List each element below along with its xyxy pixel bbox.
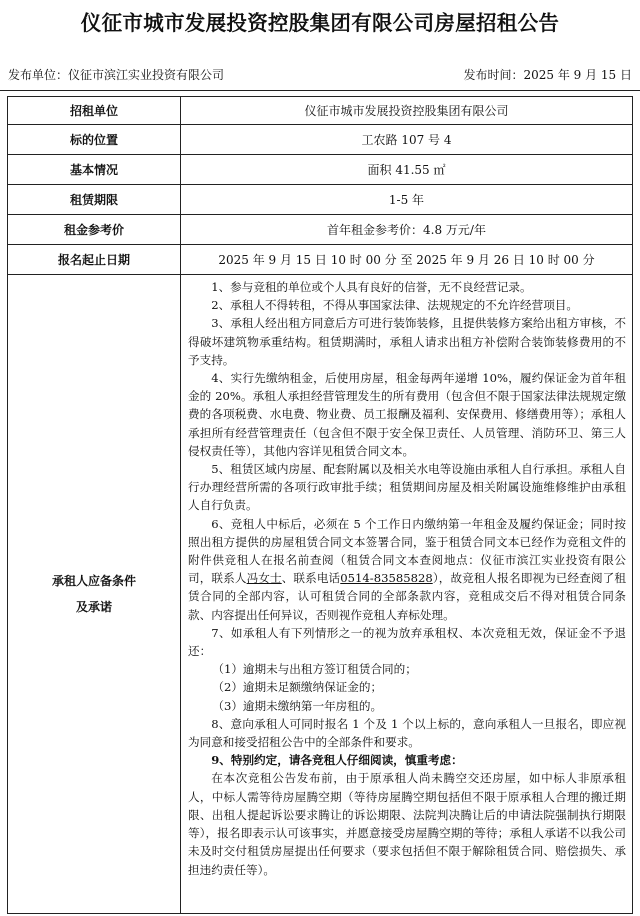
table-row [8, 245, 633, 275]
row-value: 仪征市城市发展投资控股集团有限公司 [181, 97, 633, 125]
row-label: 报名起止日期 [8, 245, 181, 275]
table-row [8, 215, 633, 245]
row-value: 工农路 107 号 4 [181, 125, 633, 155]
row-value: 1-5 年 [181, 185, 633, 215]
condition-3: 3、承租人经出租方同意后方可进行装饰装修，且提供装修方案给出租方审核，不得破坏建筑物承重结构。租赁期满时，承租人请求出租方补偿附合装饰装修费用的不予支持。 [188, 316, 626, 367]
conditions-label-line2: 及承诺 [75, 600, 112, 614]
page-title: 仪征市城市发展投资控股集团有限公司房屋招租公告 [80, 11, 560, 35]
table-row [8, 185, 633, 215]
row-label: 租赁期限 [8, 185, 181, 215]
header-divider [0, 90, 640, 91]
contact-name: 冯女士 [246, 571, 282, 586]
condition-4: 4、实行先缴纳租金，后使用房屋，租金每两年递增 10%，履约保证金为首年租金的 20%。承租人承担经营管理发生的所有费用（包含但不限于国家法律法规规定缴费的各项税费、水电费、物业费、员工报酬及福利、安保费用、修缮费用等）；承租人承担所有经营管理责任（包含但不限于安全保卫责任、人员管理、消防环卫、第三人侵权责任等），其他内容详见租赁合同文本。 [188, 371, 626, 458]
condition-6 [188, 515, 626, 624]
row-value: 面积 41.55 ㎡ [181, 155, 633, 185]
contact-phone: 0514-83585828 [340, 571, 433, 586]
condition-6-text-a: 6、竞租人中标后，必须在 5 个工作日内缴纳第一年租金及履约保证金；同时按照出租方提供的房屋租赁合同文本签署合同，鉴于租赁合同文本已经作为竞租文件的附件供竞租人在报名前查阅（租赁合同文本查阅地点：仪征市滨江实业投资有限公司，联系人 [188, 516, 626, 586]
table-row [8, 125, 633, 155]
conditions-label [8, 275, 181, 914]
rental-info-table [7, 96, 633, 914]
condition-6-text-mid: 、联系电话 [281, 571, 341, 586]
row-value: 首年租金参考价：4.8 万元/年 [181, 215, 633, 245]
condition-5: 5、租赁区域内房屋、配套附属以及相关水电等设施由承租人自行承担。承租人自行办理经营所需的各项行政审批手续；租赁期间房屋及相关附属设施维修维护由承租人自行负责。 [188, 462, 626, 513]
row-label: 标的位置 [8, 125, 181, 155]
conditions-content [181, 275, 633, 914]
conditions-label-line1: 承租人应备条件 [51, 574, 136, 588]
condition-9-heading: 9、特别约定，请各竞租人仔细阅读，慎重考虑： [211, 753, 463, 768]
row-label: 基本情况 [8, 155, 181, 185]
condition-7: 7、如承租人有下列情形之一的视为放弃承租权、本次竞租无效，保证金不予退还： [188, 625, 626, 659]
publisher: 发布单位：仪征市滨江实业投资有限公司 [8, 68, 225, 82]
publish-time: 发布时间：2025 年 9 月 15 日 [463, 68, 632, 82]
condition-6-text-b: ），故竞租人报名即视为已经查阅了租赁合同的全部内容，认可租赁合同的全部条款内容，竞租成交后不得对租赁合同条款、内容提出任何异议，否则视作竞租人弃标处理。 [188, 571, 626, 622]
table-row-conditions [8, 275, 633, 914]
row-label: 招租单位 [8, 97, 181, 125]
notice-meta [8, 66, 632, 83]
condition-7-item-3: （3）逾期未缴纳第一年房租的。 [212, 698, 383, 713]
row-label: 租金参考价 [8, 215, 181, 245]
condition-8: 8、意向承租人可同时报名 1 个及 1 个以上标的，意向承租人一旦报名，即应视为同意和接受招租公告中的全部条件和要求。 [188, 716, 626, 750]
condition-9-body: 在本次竞租公告发布前，由于原承租人尚未腾空交还房屋，如中标人非原承租人，中标人需等待房屋腾空期（等待房屋腾空期包括但不限于原承租人合理的搬迁期限、出租人提起诉讼要求腾让的诉讼期限、法院判决腾让后的申请法院强制执行期限等），报名即表示认可该事实，并愿意接受房屋腾空期的等待；承租人承诺不以我公司未及时交付租赁房屋提出任何要求（要求包括但不限于解除租赁合同、赔偿损失、承担违约责任等）。 [188, 771, 626, 877]
table-row [8, 155, 633, 185]
row-value: 2025 年 9 月 15 日 10 时 00 分 至 2025 年 9 月 26 日 10 时 00 分 [181, 245, 633, 275]
condition-2: 2、承租人不得转租，不得从事国家法律、法规规定的不允许经营项目。 [211, 298, 578, 313]
condition-1: 1、参与竞租的单位或个人具有良好的信誉，无不良经营记录。 [211, 280, 532, 294]
condition-7-item-2: （2）逾期未足额缴纳保证金的； [212, 680, 383, 695]
table-row [8, 97, 633, 125]
condition-7-item-1: （1）逾期未与出租方签订租赁合同的； [212, 662, 417, 677]
